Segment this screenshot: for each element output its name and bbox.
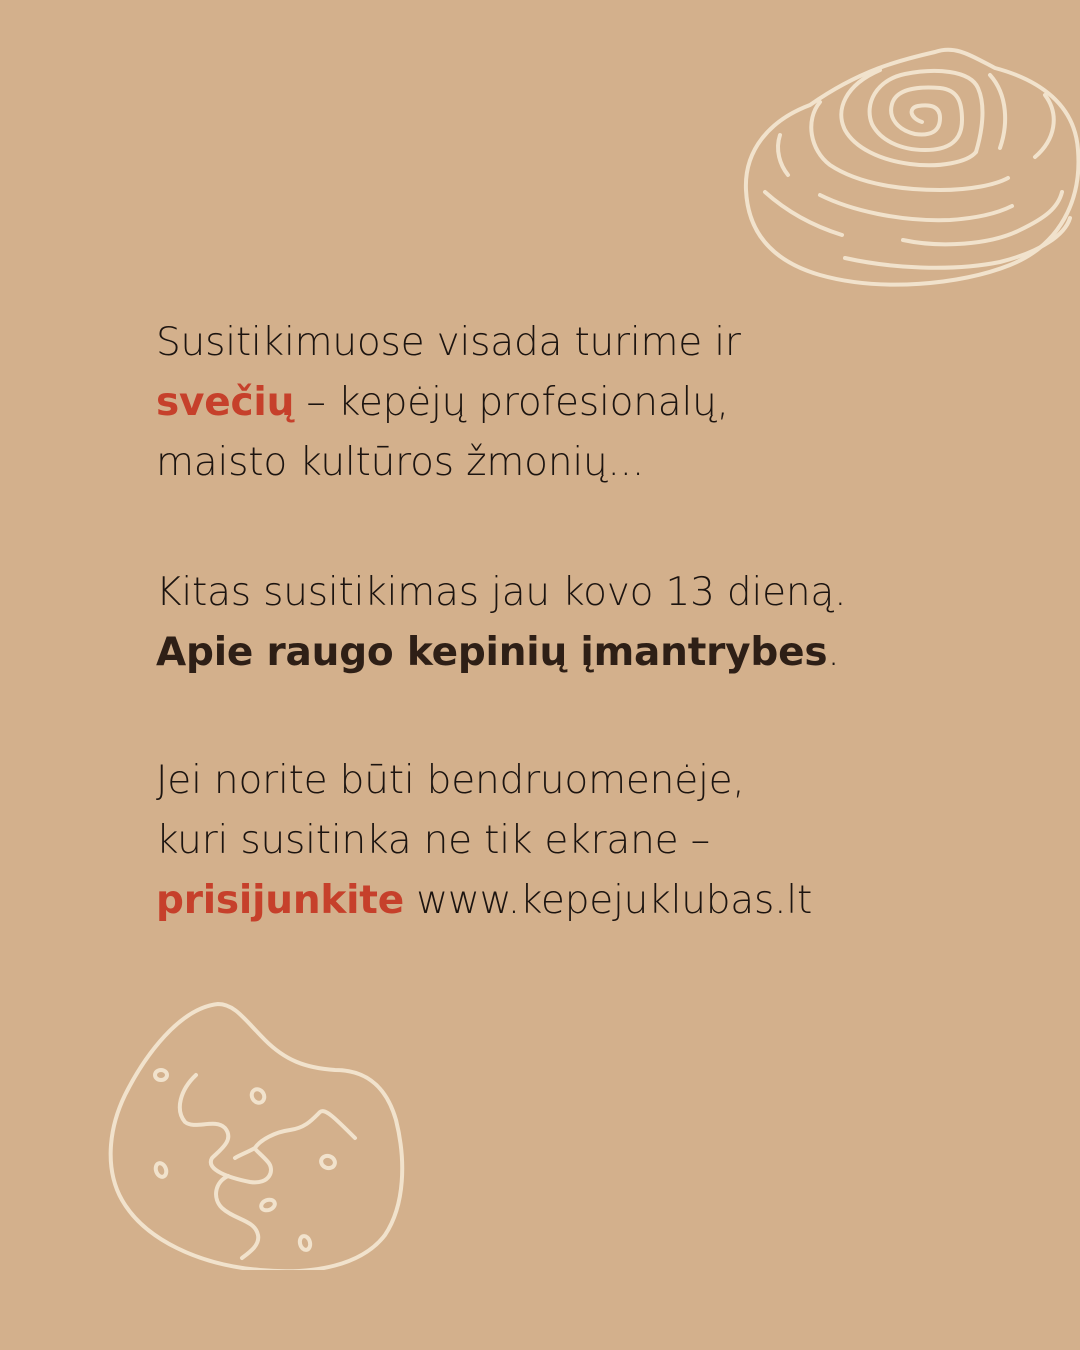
paragraph-next-meeting bbox=[156, 563, 956, 683]
text-line bbox=[156, 871, 956, 931]
cinnamon-bun-icon bbox=[740, 40, 1080, 300]
cookie-icon bbox=[100, 990, 420, 1270]
text-line bbox=[156, 623, 956, 683]
paragraph-join bbox=[156, 751, 956, 931]
text-line: Jei norite būti bendruomenėje, bbox=[156, 758, 745, 803]
text-line bbox=[156, 373, 956, 433]
join-call-to-action: prisijunkite bbox=[156, 878, 404, 923]
website-link[interactable]: www.kepejuklubas.lt bbox=[404, 878, 813, 923]
text-line: kuri susitinka ne tik ekrane – bbox=[156, 818, 710, 863]
text-fragment: . bbox=[827, 630, 840, 675]
text-line: Kitas susitikimas jau kovo 13 dieną. bbox=[156, 570, 847, 615]
paragraph-guests bbox=[156, 313, 956, 493]
meeting-topic: Apie raugo kepinių įmantrybes bbox=[156, 630, 828, 675]
text-line: Susitikimuose visada turime ir bbox=[156, 320, 741, 365]
text-line: maisto kultūros žmonių... bbox=[156, 440, 645, 485]
text-fragment: – kepėjų profesionalų, bbox=[294, 380, 729, 425]
highlight-guests: svečių bbox=[156, 380, 295, 425]
